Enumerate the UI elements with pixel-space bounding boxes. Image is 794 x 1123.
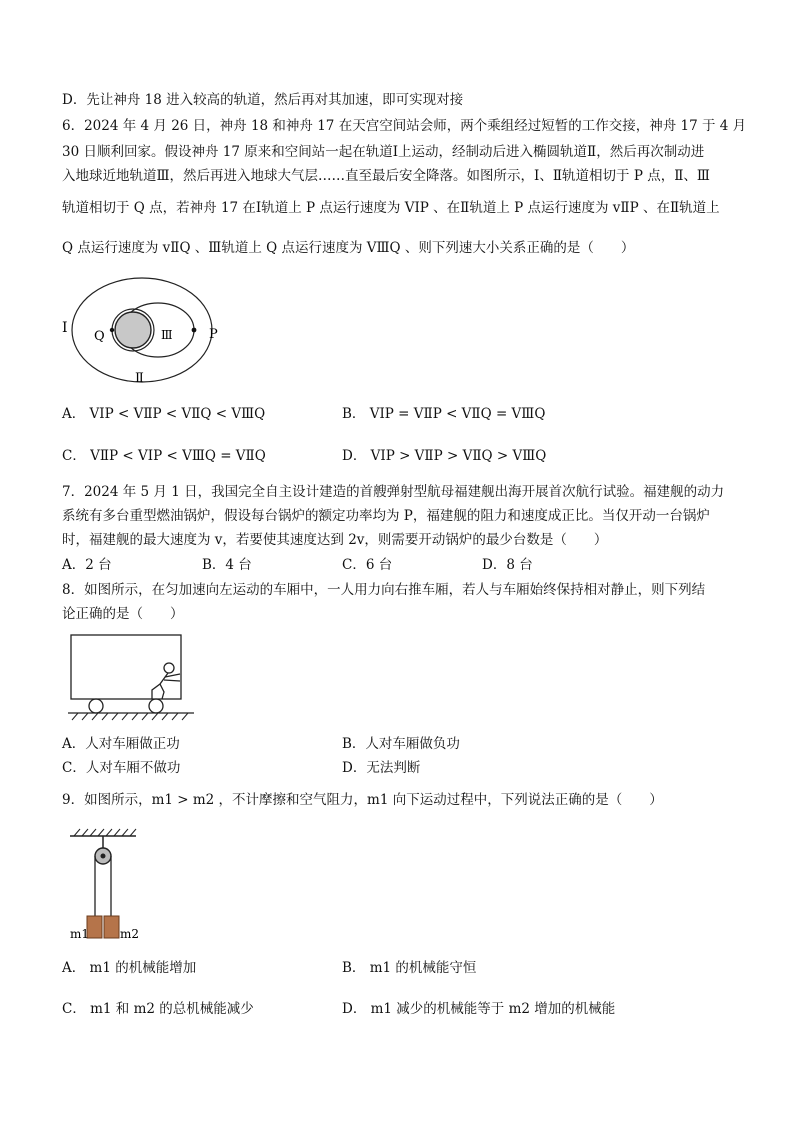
q7-stem-line-1: 7．2024 年 5 月 1 日，我国完全自主设计建造的首艘弹射型航母福建舰出海开展首次航行试验。福建舰的动力: [62, 484, 725, 500]
q6-stem-line-5: Q 点运行速度为 vⅡQ 、Ⅲ轨道上 Q 点运行速度为 VⅢQ 、则下列速大小关系正确的是（ ）: [62, 240, 635, 256]
q8-option-d: D．无法判断: [342, 760, 421, 776]
orbit-diagram: [60, 276, 230, 391]
mass-m1: [87, 916, 102, 938]
q6-option-b: B． VⅠP = VⅡP < VⅡQ = VⅢQ: [342, 406, 546, 422]
ceiling-hatching: [74, 829, 136, 836]
q6-stem-line-1: 6．2024 年 4 月 26 日，神舟 18 和神舟 17 在天宫空间站会师，两个乘组经过短暂的工作交接，神舟 17 于 4 月: [62, 118, 747, 134]
q6-stem-line-4: 轨道相切于 Q 点，若神舟 17 在Ⅰ轨道上 P 点运行速度为 VⅠP 、在Ⅱ轨道上 P 点运行速度为 vⅡP 、在Ⅱ轨道上: [62, 200, 720, 216]
q6-option-c: C． VⅡP < VⅠP < VⅢQ = VⅡQ: [62, 448, 266, 464]
wheel-left: [89, 699, 103, 713]
q9-option-d: D． m1 减少的机械能等于 m2 增加的机械能: [342, 1001, 616, 1017]
ground-hatching: [72, 713, 188, 720]
q6-option-d: D． VⅠP > VⅡP > VⅡQ > VⅢQ: [342, 448, 547, 464]
label-m1: m1: [70, 927, 90, 941]
q7-stem-line-2: 系统有多台重型燃油锅炉，假设每台锅炉的额定功率均为 P，福建舰的阻力和速度成正比。当仅开动一台锅炉: [62, 508, 710, 524]
point-p: [192, 328, 197, 333]
q9-option-b: B． m1 的机械能守恒: [342, 960, 477, 976]
q7-stem-line-3: 时，福建舰的最大速度为 v，若要使其速度达到 2v，则需要开动锅炉的最少台数是（ ）: [62, 532, 608, 548]
q8-option-b: B．人对车厢做负功: [342, 736, 460, 752]
q6-stem-line-2: 30 日顺利回家。假设神舟 17 原来和空间站一起在轨道Ⅰ上运动，经制动后进入椭圆轨道Ⅱ，然后再次制动进: [62, 144, 705, 160]
q8-stem-line-1: 8．如图所示，在匀加速向左运动的车厢中，一人用力向右推车厢，若人与车厢始终保持相对静止，则下列结: [62, 582, 706, 598]
q8-option-a: A．人对车厢做正功: [62, 736, 180, 752]
q8-stem-line-2: 论正确的是（ ）: [62, 606, 184, 622]
q6-option-a: A． VⅠP < VⅡP < VⅡQ < VⅢQ: [62, 406, 266, 422]
earth: [115, 312, 151, 348]
q7-option-b: B．4 台: [202, 557, 252, 573]
q7-option-c: C．6 台: [342, 557, 393, 573]
q9-option-c: C． m1 和 m2 的总机械能减少: [62, 1001, 254, 1017]
person-figure: [152, 663, 180, 699]
car-diagram: [68, 632, 198, 727]
pulley-diagram: [66, 826, 156, 944]
q9-option-a: A． m1 的机械能增加: [62, 960, 197, 976]
mass-m2: [104, 916, 119, 938]
q6-stem-line-3: 入地球近地轨道Ⅲ，然后再进入地球大气层……直至最后安全降落。如图所示，Ⅰ、Ⅱ轨道相切于 P 点，Ⅱ、Ⅲ: [62, 168, 710, 184]
label-q: Q: [94, 329, 105, 344]
label-orbit-iii: Ⅲ: [161, 328, 173, 342]
q9-stem-line-1: 9．如图所示，m1 > m2 ，不计摩擦和空气阻力，m1 向下运动过程中，下列说法正确的是（ ）: [62, 792, 663, 808]
wheel-right: [149, 699, 163, 713]
pulley-axle: [101, 854, 106, 859]
q7-option-a: A．2 台: [62, 557, 112, 573]
label-orbit-i: Ⅰ: [62, 320, 68, 336]
q5-option-d: D．先让神舟 18 进入较高的轨道，然后再对其加速，即可实现对接: [62, 92, 464, 108]
q7-option-d: D．8 台: [482, 557, 533, 573]
point-q: [110, 328, 114, 332]
label-m2: m2: [120, 927, 140, 941]
label-orbit-ii: Ⅱ: [135, 371, 144, 386]
q8-option-c: C．人对车厢不做功: [62, 760, 181, 776]
label-p: P: [209, 327, 218, 342]
